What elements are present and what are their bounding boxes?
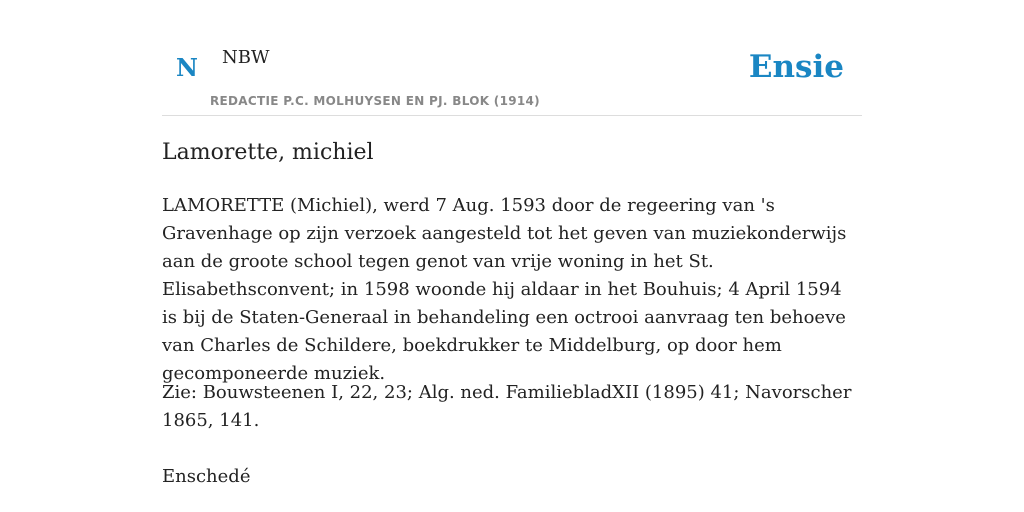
ensie-logo-link[interactable]: Ensie <box>748 49 844 85</box>
page-header <box>162 0 862 116</box>
article-page <box>162 0 862 512</box>
article-author: Enschedé <box>162 466 251 487</box>
article-paragraph-references: Zie: Bouwsteenen I, 22, 23; Alg. ned. FamiliebladXII (1895) 41; Navorscher 1865, 141. <box>162 382 852 431</box>
source-name[interactable]: NBW <box>222 47 270 68</box>
article-paragraph-main: LAMORETTE (Michiel), werd 7 Aug. 1593 door de regeering van 's Gravenhage op zijn verzoek aangesteld tot het geven van muziekonderwijs aan de groote school tegen genot van vrije woning in het St. Elisabethsconvent; in 1598 woonde hij aldaar in het Bouhuis; 4 April 1594 is bij de Staten-Generaal in behandeling een octrooi aanvraag ten behoeve van Charles de Schildere, boekdrukker te Middelburg, op door hem gecomponeerde muziek. <box>162 195 847 384</box>
source-logo[interactable]: N <box>176 53 198 82</box>
source-subtitle: REDACTIE P.C. MOLHUYSEN EN PJ. BLOK (1914) <box>210 94 540 108</box>
article-title: Lamorette, michiel <box>162 140 374 165</box>
